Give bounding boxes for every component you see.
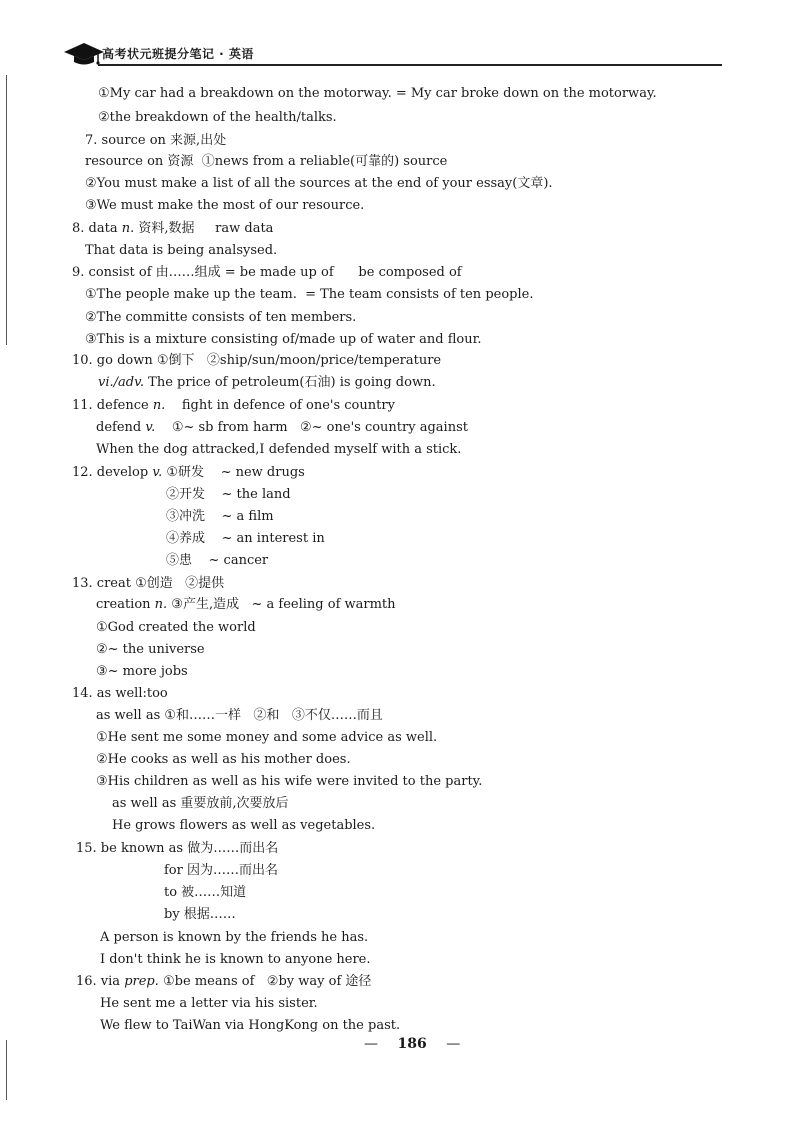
note-line	[96, 730, 437, 746]
note-line	[72, 221, 273, 237]
note-text: ①be means of ②by way of 途径	[158, 974, 372, 989]
note-text: creation	[96, 597, 155, 612]
note-text: defend	[96, 420, 146, 435]
note-text: fight in defence of one's country	[165, 398, 395, 413]
note-text: ③We must make the most of our resource.	[85, 198, 365, 213]
note-text: 13. creat ①创造 ②提供	[72, 576, 225, 591]
note-line	[100, 996, 318, 1012]
note-line	[72, 576, 224, 592]
page-number-value: 186	[397, 1036, 427, 1052]
page-number-dash-left: —	[364, 1036, 378, 1052]
note-text: The price of petroleum(石油) is going down.	[144, 375, 436, 390]
note-line	[85, 176, 553, 192]
note-text: v.	[152, 465, 163, 480]
note-text: 16. via	[76, 974, 125, 989]
note-text: 7. source on 来源,出处	[85, 133, 227, 148]
note-line	[112, 796, 289, 812]
note-line	[72, 265, 462, 281]
margin-rule-bottom	[6, 1040, 7, 1100]
note-line	[166, 509, 274, 525]
note-text: 8. data	[72, 221, 122, 236]
header-rule	[98, 64, 722, 66]
note-line	[85, 332, 482, 348]
note-text: prep.	[124, 974, 159, 989]
note-text: n.	[121, 221, 135, 236]
note-text: ②He cooks as well as his mother does.	[96, 752, 351, 767]
note-line	[100, 1018, 400, 1034]
note-text: ③This is a mixture consisting of/made up of water and flour.	[85, 332, 482, 347]
graduation-cap-icon	[62, 40, 106, 66]
note-line	[164, 907, 236, 923]
note-line	[85, 243, 277, 259]
note-line	[96, 752, 351, 768]
note-text: 资料,数据 raw data	[134, 221, 274, 236]
page-number-dash-right: —	[446, 1036, 461, 1052]
note-text: resource on 资源 ①news from a reliable(可靠的) source	[85, 154, 448, 169]
note-line	[72, 353, 441, 369]
note-line	[96, 642, 205, 658]
note-line	[96, 664, 188, 680]
note-line	[100, 930, 368, 946]
note-text: ①The people make up the team. = The team consists of ten people.	[85, 287, 534, 302]
note-text: ①God created the world	[96, 620, 256, 635]
note-line	[166, 487, 291, 503]
note-text: as well as ①和……一样 ②和 ③不仅……而且	[96, 708, 383, 723]
note-text: We flew to TaiWan via HongKong on the past.	[100, 1018, 401, 1033]
note-text: ②the breakdown of the health/talks.	[98, 110, 337, 125]
note-line	[98, 86, 657, 102]
header-title: 高考状元班提分笔记 · 英语	[102, 47, 254, 61]
note-line	[166, 531, 325, 547]
note-line	[85, 154, 447, 170]
note-text: to 被……知道	[164, 885, 247, 900]
note-line	[96, 442, 461, 458]
note-text: 14. as well:too	[72, 686, 168, 701]
note-line	[96, 708, 383, 724]
note-text: 15. be known as 做为……而出名	[76, 841, 279, 856]
note-text: ①He sent me some money and some advice as well.	[96, 730, 438, 745]
note-line	[85, 133, 226, 149]
note-text: vi./adv.	[98, 375, 145, 390]
note-text: A person is known by the friends he has.	[100, 930, 369, 945]
note-text: ⑤患 ~ cancer	[166, 553, 269, 568]
note-line	[112, 818, 375, 834]
note-text: ④养成 ~ an interest in	[166, 531, 325, 546]
note-line	[96, 774, 482, 790]
note-line	[72, 686, 168, 702]
note-text: ③His children as well as his wife were invited to the party.	[96, 774, 483, 789]
note-text: That data is being analsysed.	[85, 243, 278, 258]
note-text: for 因为……而出名	[164, 863, 278, 878]
note-text: ①My car had a breakdown on the motorway. = My car broke down on the motorway.	[98, 86, 657, 101]
page-number	[364, 1036, 460, 1052]
note-line	[96, 620, 256, 636]
note-text: 9. consist of 由……组成 = be made up of be composed of	[72, 265, 462, 280]
note-text: 12. develop	[72, 465, 153, 480]
note-line	[72, 465, 305, 481]
page-header	[62, 38, 722, 68]
note-line	[164, 863, 278, 879]
note-text: 11. defence	[72, 398, 153, 413]
note-text: ③~ more jobs	[96, 664, 188, 679]
note-line	[96, 420, 468, 436]
note-line	[166, 553, 268, 569]
note-text: ③冲洗 ~ a film	[166, 509, 274, 524]
note-text: When the dog attracked,I defended myself with a stick.	[96, 442, 462, 457]
note-text: v.	[145, 420, 156, 435]
note-line	[85, 198, 364, 214]
note-text: ①研发 ~ new drugs	[162, 465, 305, 480]
note-text: ②The committe consists of ten members.	[85, 310, 357, 325]
note-line	[164, 885, 246, 901]
note-text: ①~ sb from harm ②~ one's country against	[155, 420, 468, 435]
note-line	[72, 398, 395, 414]
note-text: by 根据……	[164, 907, 236, 922]
note-line	[85, 310, 356, 326]
note-text: ②开发 ~ the land	[166, 487, 291, 502]
note-text: ②You must make a list of all the sources at the end of your essay(文章).	[85, 176, 553, 191]
note-text: n.	[154, 597, 168, 612]
note-text: n.	[152, 398, 166, 413]
margin-rule-top	[6, 75, 7, 345]
note-text: as well as 重要放前,次要放后	[112, 796, 289, 811]
note-line	[76, 974, 371, 990]
note-line	[96, 597, 396, 613]
note-text: ②~ the universe	[96, 642, 205, 657]
note-text: ③产生,造成 ~ a feeling of warmth	[167, 597, 396, 612]
note-text: He sent me a letter via his sister.	[100, 996, 318, 1011]
note-line	[85, 287, 533, 303]
note-text: I don't think he is known to anyone here.	[100, 952, 371, 967]
note-line	[98, 110, 337, 126]
note-text: He grows flowers as well as vegetables.	[112, 818, 376, 833]
note-line	[76, 841, 278, 857]
note-line	[100, 952, 371, 968]
note-text: 10. go down ①倒下 ②ship/sun/moon/price/temperature	[72, 353, 442, 368]
note-line	[98, 375, 436, 391]
